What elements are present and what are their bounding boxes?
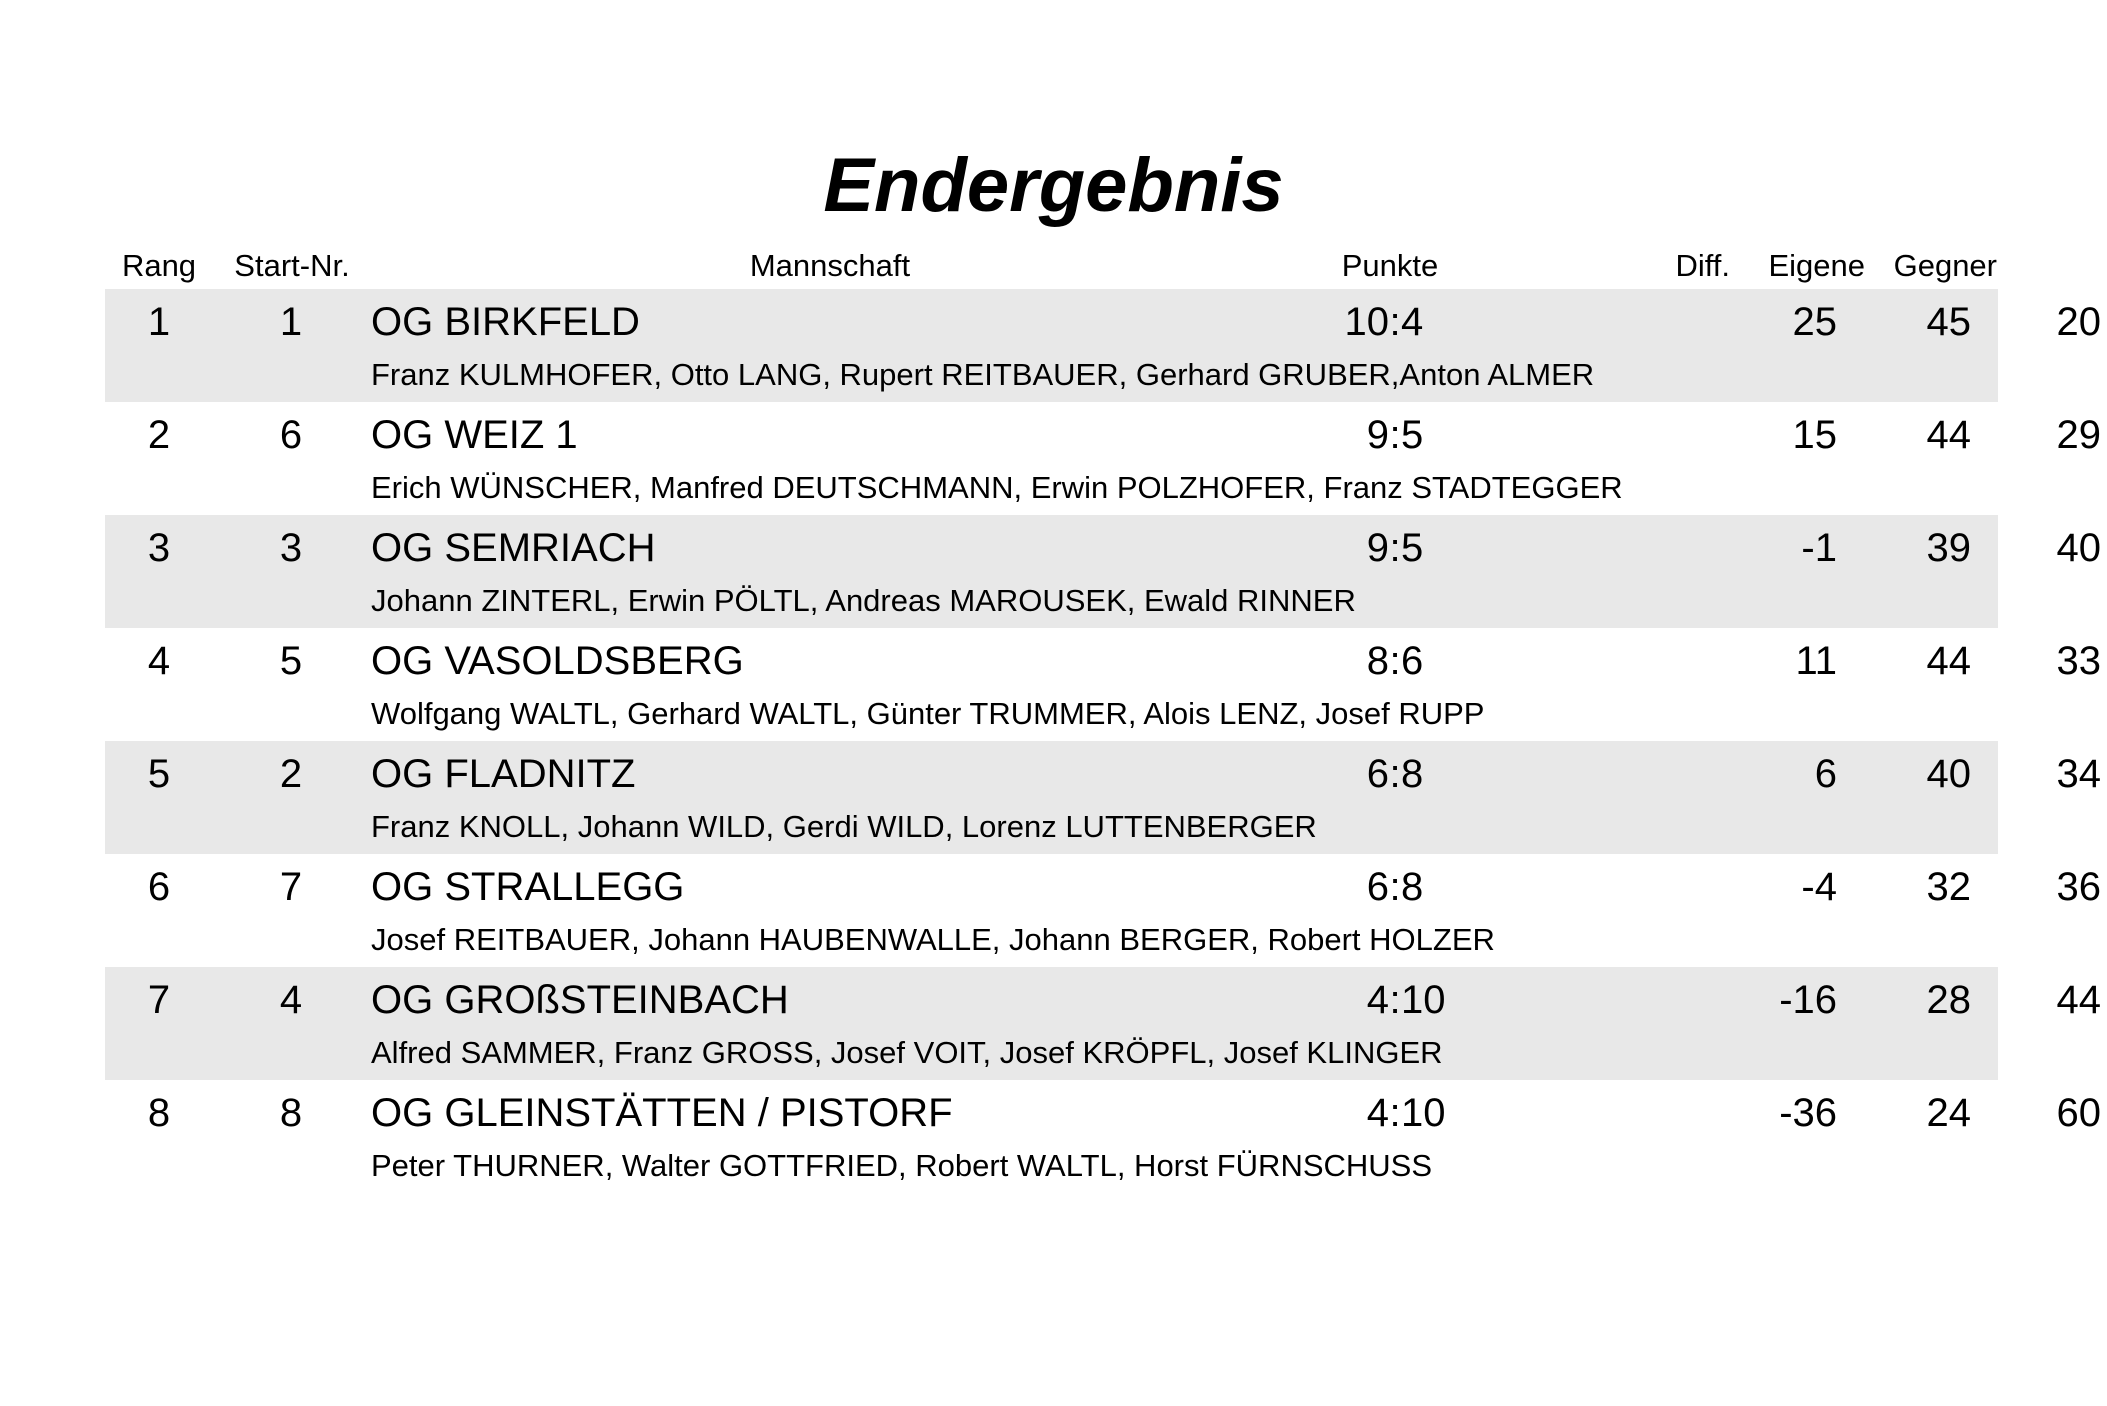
points-separator: : <box>1389 865 1401 909</box>
points-won: 4 <box>1366 1091 1389 1135</box>
points-separator: : <box>1389 978 1401 1022</box>
points-won: 9 <box>1366 526 1389 570</box>
points-lost: 5 <box>1401 413 1424 457</box>
table-row <box>105 967 2101 1080</box>
team-name: OG BIRKFELD <box>371 300 640 344</box>
points-won: 8 <box>1366 639 1389 683</box>
rank-cell: 6 <box>147 865 171 909</box>
difference-cell: -36 <box>1779 1091 1837 1135</box>
opponent-score-cell: 34 <box>2056 752 2101 796</box>
column-header-mannschaft: Mannschaft <box>749 248 911 283</box>
points-separator: : <box>1389 1091 1401 1135</box>
start-number-cell: 1 <box>279 300 303 344</box>
points-lost: 6 <box>1401 639 1424 683</box>
difference-cell: 25 <box>1792 300 1837 344</box>
points-lost: 4 <box>1401 300 1424 344</box>
own-score-cell: 44 <box>1926 413 1971 457</box>
start-number-cell: 7 <box>279 865 303 909</box>
table-row <box>105 854 2101 967</box>
column-header-start-nr: Start-Nr. <box>234 248 350 283</box>
opponent-score-cell: 60 <box>2056 1091 2101 1135</box>
team-members: Franz KULMHOFER, Otto LANG, Rupert REITBAUER, Gerhard GRUBER,Anton ALMER <box>371 357 1595 392</box>
results-table <box>105 289 2101 1193</box>
opponent-score-cell: 29 <box>2056 413 2101 457</box>
column-header-eigene: Eigene <box>1768 248 1865 283</box>
difference-cell: 6 <box>1814 752 1837 796</box>
start-number-cell: 3 <box>279 526 303 570</box>
table-row <box>105 628 2101 741</box>
team-members: Franz KNOLL, Johann WILD, Gerdi WILD, Lorenz LUTTENBERGER <box>371 809 1317 844</box>
points-lost: 8 <box>1401 752 1424 796</box>
team-members: Alfred SAMMER, Franz GROSS, Josef VOIT, Josef KRÖPFL, Josef KLINGER <box>371 1035 1443 1070</box>
points-separator: : <box>1389 413 1401 457</box>
column-header-gegner: Gegner <box>1893 248 1997 283</box>
team-members: Johann ZINTERL, Erwin PÖLTL, Andreas MAROUSEK, Ewald RINNER <box>371 583 1356 618</box>
column-header-diff: Diff. <box>1675 248 1730 283</box>
rank-cell: 7 <box>147 978 171 1022</box>
column-header-rang: Rang <box>121 248 197 283</box>
team-name: OG STRALLEGG <box>371 865 685 909</box>
own-score-cell: 32 <box>1926 865 1971 909</box>
table-row <box>105 289 2101 402</box>
team-members: Josef REITBAUER, Johann HAUBENWALLE, Johann BERGER, Robert HOLZER <box>371 922 1495 957</box>
table-row <box>105 1080 2101 1193</box>
table-row <box>105 741 2101 854</box>
own-score-cell: 40 <box>1926 752 1971 796</box>
opponent-score-cell: 36 <box>2056 865 2101 909</box>
points-separator: : <box>1389 752 1401 796</box>
opponent-score-cell: 33 <box>2056 639 2101 683</box>
team-name: OG FLADNITZ <box>371 752 636 796</box>
team-members: Peter THURNER, Walter GOTTFRIED, Robert WALTL, Horst FÜRNSCHUSS <box>371 1148 1433 1183</box>
points-won: 4 <box>1366 978 1389 1022</box>
own-score-cell: 28 <box>1926 978 1971 1022</box>
page-title: Endergebnis <box>823 143 1284 228</box>
difference-cell: 11 <box>1795 639 1837 683</box>
column-header-punkte: Punkte <box>1341 248 1439 283</box>
rank-cell: 3 <box>147 526 171 570</box>
start-number-cell: 5 <box>279 639 303 683</box>
own-score-cell: 44 <box>1926 639 1971 683</box>
own-score-cell: 39 <box>1926 526 1971 570</box>
rank-cell: 1 <box>147 300 171 344</box>
start-number-cell: 8 <box>279 1091 303 1135</box>
own-score-cell: 24 <box>1926 1091 1971 1135</box>
team-name: OG GROßSTEINBACH <box>371 978 789 1022</box>
difference-cell: -4 <box>1801 865 1837 909</box>
team-name: OG GLEINSTÄTTEN / PISTORF <box>371 1091 953 1135</box>
points-lost: 10 <box>1401 978 1446 1022</box>
points-lost: 8 <box>1401 865 1424 909</box>
table-row <box>105 402 2101 515</box>
points-won: 6 <box>1366 752 1389 796</box>
start-number-cell: 4 <box>279 978 303 1022</box>
table-row <box>105 515 2101 628</box>
table-header <box>0 246 2107 286</box>
rank-cell: 8 <box>147 1091 171 1135</box>
opponent-score-cell: 44 <box>2056 978 2101 1022</box>
team-members: Erich WÜNSCHER, Manfred DEUTSCHMANN, Erwin POLZHOFER, Franz STADTEGGER <box>371 470 1623 505</box>
points-won: 10 <box>1344 300 1389 344</box>
team-name: OG SEMRIACH <box>371 526 656 570</box>
points-separator: : <box>1389 300 1401 344</box>
rank-cell: 2 <box>147 413 171 457</box>
points-won: 9 <box>1366 413 1389 457</box>
team-name: OG VASOLDSBERG <box>371 639 744 683</box>
points-lost: 10 <box>1401 1091 1446 1135</box>
rank-cell: 5 <box>147 752 171 796</box>
points-lost: 5 <box>1401 526 1424 570</box>
own-score-cell: 45 <box>1926 300 1971 344</box>
points-separator: : <box>1389 639 1401 683</box>
difference-cell: -1 <box>1801 526 1837 570</box>
team-members: Wolfgang WALTL, Gerhard WALTL, Günter TRUMMER, Alois LENZ, Josef RUPP <box>371 696 1485 731</box>
team-name: OG WEIZ 1 <box>371 413 578 457</box>
start-number-cell: 6 <box>279 413 303 457</box>
opponent-score-cell: 40 <box>2056 526 2101 570</box>
opponent-score-cell: 20 <box>2056 300 2101 344</box>
points-won: 6 <box>1366 865 1389 909</box>
rank-cell: 4 <box>147 639 171 683</box>
difference-cell: -16 <box>1779 978 1837 1022</box>
difference-cell: 15 <box>1792 413 1837 457</box>
start-number-cell: 2 <box>279 752 303 796</box>
points-separator: : <box>1389 526 1401 570</box>
